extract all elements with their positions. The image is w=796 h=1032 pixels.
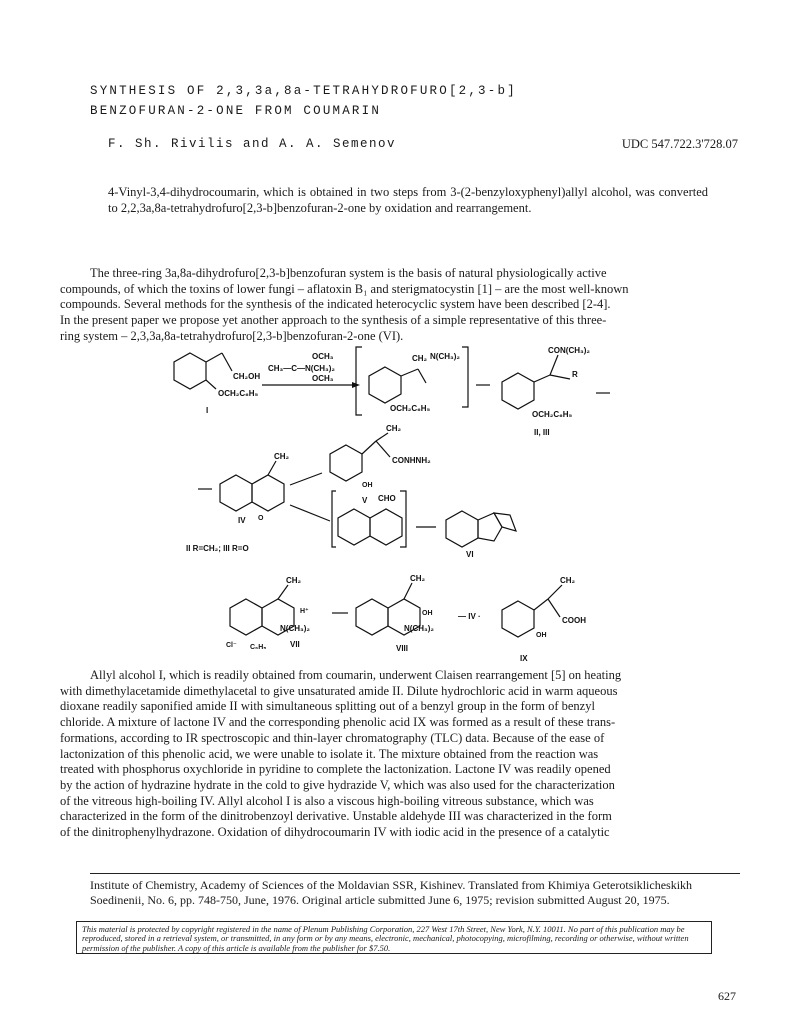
compound-ii-iii-structure [502,346,610,437]
vii-nme2-label: N(CH₃)₂ [280,624,310,633]
label-viii: VIII [396,644,409,653]
arrow-to-v [290,473,322,485]
body-line: with dimethylacetamide dimethylacetal to give unsaturated amide II. Dilute hydrochloric acid in warm aqueous [60,683,618,698]
ii-benzyloxy-label: OCH₂C₆H₅ [532,410,573,419]
compound-i-structure [174,353,260,415]
cooh-label: COOH [562,616,586,625]
iv-o-label: O [258,515,264,522]
bracket-nme2-label: N(CH₃)₂ [430,352,460,361]
compound-iv-structure [198,452,290,525]
title-line-1: SYNTHESIS OF 2,3,3a,8a-TETRAHYDROFURO[2,3-b] [90,84,517,98]
ix-oh-label: OH [536,632,547,639]
intro-line: In the present paper we propose yet another approach to the synthesis of a simple representative of this three- [60,313,607,328]
intro-line: ring system – 2,3,3a,8a-tetrahydrofuro[2,3-b]benzofuran-2-one (VI). [60,328,404,343]
title-line-2: BENZOFURAN-2-ONE FROM COUMARIN [90,104,382,118]
footnote: Institute of Chemistry, Academy of Sciences of the Moldavian SSR, Kishinev. Translated from Khimiya Geterotsiklicheskikh Soedinenii, No. 6, pp. 748-750, June, 1976. Original article submitted June 6, 1975; revision submitted August 20, 1975. [90,878,693,907]
vii-ch2-label: CH₂ [286,576,302,585]
reagent-och3-bottom: OCH₃ [312,374,334,383]
page-number: 627 [718,989,736,1003]
ch2oh-label: CH₂OH [233,372,261,381]
intro-line: The three-ring 3a,8a-dihydrofuro[2,3-b]benzofuran system is the basis of natural physiologically active [90,266,607,280]
body-line: Allyl alcohol I, which is readily obtained from coumarin, underwent Claisen rearrangement [5] on heating [90,668,622,682]
label-ii-iii: II, III [534,428,550,437]
body-line: of the vitreous high-boiling IV. Allyl alcohol I is also a viscous high-boiling vitreous substance, which was [60,793,594,808]
reaction-scheme [150,345,740,667]
label-vii: VII [290,640,300,649]
body-line: characterized in the form of the dinitrobenzoyl derivative. Unstable aldehyde III was characterized in the form [60,809,612,824]
footnote-rule [90,873,740,874]
body-line: dioxane readily saponified amide II with simultaneous splitting out of a benzyl group in the form of benzyl [60,699,595,714]
abstract: 4-Vinyl-3,4-dihydrocoumarin, which is obtained in two steps from 3-(2-benzyloxyphenyl)allyl alcohol, was converted to 2,2,3a,8a-tetrahydrofuro[2,3-b]benzofuran-2-one by oxidation and rearrangement. [108,185,708,215]
udc-code: UDC 547.722.3'728.07 [621,137,738,151]
intro-paragraph [60,266,736,345]
cho-label: CHO [378,494,396,503]
body-line: formations, according to IR spectroscopic and thin-layer chromatography (TLC) data. Because of the ease of [60,730,605,745]
phenyl-label: C₆H₅ [250,644,267,651]
label-i: I [206,406,209,415]
legend-r: II R=CH₂; III R=O [186,544,249,553]
compound-vi-structure [446,511,516,559]
intro-line: compounds. Several methods for the synthesis of the indicated heterocyclic system have been described [2-4]. [60,297,611,312]
iv-ch2-label: CH₂ [274,452,290,461]
arrow-to-iv-text: — IV · [458,612,481,621]
compound-ix-structure [502,576,586,663]
intermediate-structure [356,347,468,415]
h-plus-label: H⁺ [300,608,309,615]
label-v: V [362,496,368,505]
reagent-och3-top: OCH₃ [312,352,334,361]
bracket-benzyloxy-label: OCH₂C₆H₅ [390,404,431,413]
label-vi: VI [466,550,474,559]
arrow-to-aldehyde [290,505,330,521]
body-line: treated with phosphorus oxychloride in pyridine to complete the lactonization. Lactone IV was readily opened [60,762,611,777]
intro-line: compounds, of which the toxins of lower fungi – aflatoxin B₁ and sterigmatocystin [1] – are the most well-known [60,281,629,296]
compound-viii-structure [356,574,434,653]
body-line: lactonization of this phenolic acid, we were unable to isolate it. The mixture obtained from the reaction was [60,746,599,761]
hydrazide-label: CONHNH₂ [392,456,431,465]
ix-ch2-label: CH₂ [560,576,576,585]
v-ch2-label: CH₂ [386,424,402,433]
reagent-formula: CH₃—C—N(CH₃)₂ [268,364,335,373]
r-label: R [572,370,578,379]
viii-ch2-label: CH₂ [410,574,426,583]
authors: F. Sh. Rivilis and A. A. Semenov [108,137,397,151]
chloride-label: Cl⁻ [226,642,237,649]
amide-label: CON(CH₃)₂ [548,346,590,355]
viii-oh-label: OH [422,610,433,617]
copyright-notice: This material is protected by copyright registered in the name of Plenum Publishing Corporation, 227 West 17th Street, New York, N.Y. 10011. No part of this publication may be reproduced, stored in a retrieval system, or transmitted, in any form or by any means, electronic, mechanical, photocopying, microfilming, recording or otherwise, without written permission of the publisher. A copy of this article is available from the publisher for $7.50. [76,921,712,954]
body-line: of the dinitrophenylhydrazone. Oxidation of dihydrocoumarin IV with iodic acid in the presence of a catalytic [60,825,610,840]
aldehyde-intermediate [332,491,406,547]
bracket-ch2-label: CH₂ [412,354,428,363]
viii-nme2-label: N(CH₃)₂ [404,624,434,633]
compound-v-structure [330,424,431,505]
body-paragraph [60,668,736,841]
label-ix: IX [520,654,528,663]
label-iv: IV [238,516,246,525]
benzyloxy-label: OCH₂C₆H₅ [218,389,259,398]
v-oh-label: OH [362,482,373,489]
compound-vii-structure [226,576,310,651]
body-line: by the action of hydrazine hydrate in the cold to give hydrazide V, which was also used for the characterization [60,777,615,792]
body-line: chloride. A mixture of lactone IV and the corresponding phenolic acid IX was formed as a result of these trans- [60,715,616,730]
